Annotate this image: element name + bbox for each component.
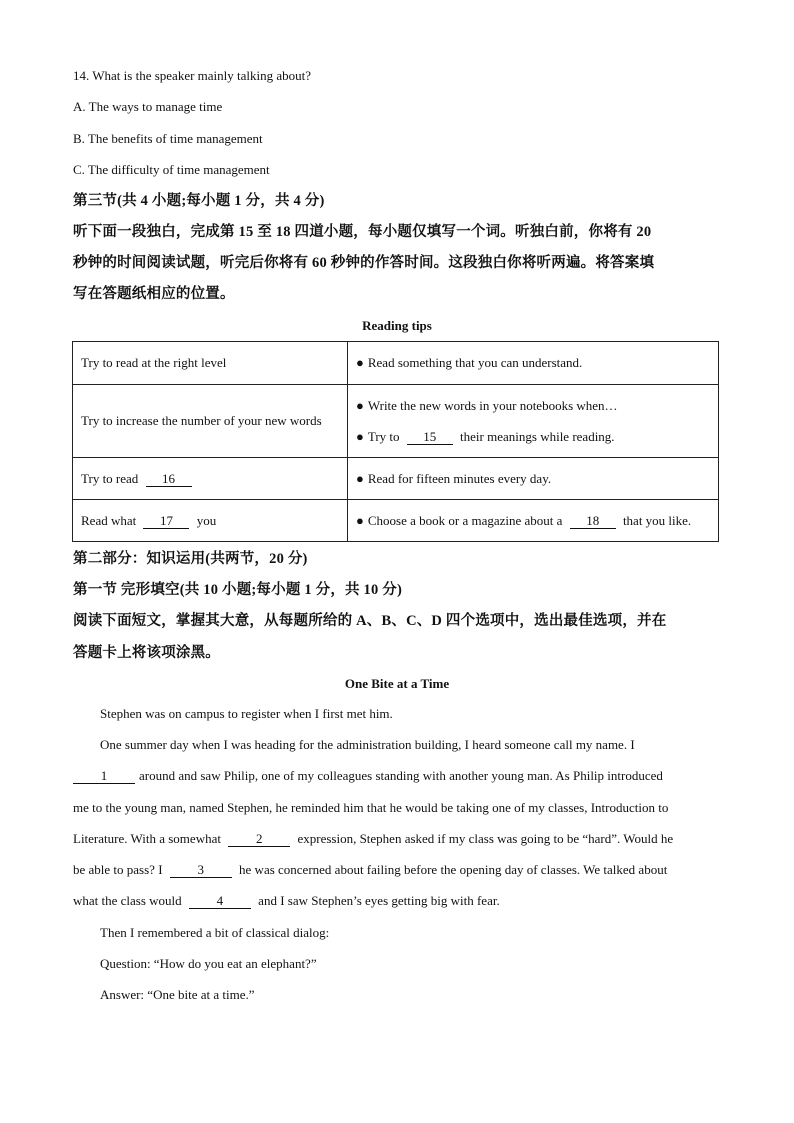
section-3-instructions-line-2: 秒钟的时间阅读试题，听完后你将有 60 秒钟的作答时间。这段独白你将听两遍。将答案填	[73, 255, 655, 271]
tip-text: you	[196, 512, 217, 528]
answer-blank-15[interactable]: 15	[407, 430, 453, 445]
passage-line	[73, 862, 667, 878]
passage-line: me to the young man, named Stephen, he reminded him that he would be taking one of my classes, Introduction to	[73, 800, 669, 815]
cloze-blank-3[interactable]: 3	[170, 863, 232, 878]
passage-paragraph-3: Then I remembered a bit of classical dialog:	[100, 925, 330, 940]
answer-blank-18[interactable]: 18	[570, 514, 616, 529]
part-2-instructions-line-2: 答题卡上将该项涂黑。	[73, 645, 220, 661]
table-row	[73, 458, 719, 500]
table-row	[73, 385, 719, 458]
bullet-icon: ●	[356, 397, 364, 413]
bullet-icon: ●	[356, 470, 364, 486]
reading-tips-title: Reading tips	[362, 318, 432, 333]
passage-text: around and saw Philip, one of my colleagues standing with another young man. As Philip introduced	[139, 768, 663, 783]
table-cell	[73, 458, 348, 500]
passage-line	[73, 768, 663, 784]
table-row	[73, 342, 719, 385]
table-cell	[348, 458, 719, 500]
question-14-option-c: C. The difficulty of time management	[73, 162, 270, 177]
table-cell	[348, 385, 719, 458]
passage-text: be able to pass? I	[73, 862, 163, 877]
part-2-section-1-heading: 第一节 完形填空(共 10 小题;每小题 1 分，共 10 分)	[73, 582, 403, 598]
table-cell	[348, 342, 719, 385]
table-cell: Try to increase the number of your new words	[73, 385, 348, 458]
passage-line	[73, 831, 673, 847]
passage-text: he was concerned about failing before the opening day of classes. We talked about	[239, 862, 668, 877]
question-14-stem: 14. What is the speaker mainly talking about?	[73, 68, 312, 83]
passage-text: Literature. With a somewhat	[73, 831, 221, 846]
cloze-blank-1[interactable]: 1	[73, 769, 135, 784]
table-row	[73, 500, 719, 542]
passage-line: One summer day when I was heading for the administration building, I heard someone call my name. I	[100, 737, 635, 752]
tip-text: Try to	[367, 428, 400, 444]
tip-text: Read for fifteen minutes every day.	[367, 470, 552, 486]
bullet-icon: ●	[356, 428, 364, 444]
passage-text: and I saw Stephen’s eyes getting big with fear.	[258, 893, 500, 908]
answer-blank-17[interactable]: 17	[143, 514, 189, 529]
tip-text: that you like.	[622, 512, 692, 528]
passage-text: what the class would	[73, 893, 182, 908]
section-3-instructions-line-3: 写在答题纸相应的位置。	[73, 286, 235, 302]
part-2-instructions-line-1: 阅读下面短文，掌握其大意，从每题所给的 A、B、C、D 四个选项中，选出最佳选项，并在	[73, 613, 667, 629]
section-3-instructions-line-1: 听下面一段独白，完成第 15 至 18 四道小题，每小题仅填写一个词。听独白前，你将有 20	[73, 224, 652, 240]
section-3-heading: 第三节(共 4 小题;每小题 1 分，共 4 分)	[73, 193, 325, 209]
tip-line	[356, 398, 710, 414]
passage-line	[73, 893, 500, 909]
passage-paragraph-4: Question: “How do you eat an elephant?”	[100, 956, 317, 971]
tip-text: Read something that you can understand.	[367, 355, 583, 370]
cloze-blank-4[interactable]: 4	[189, 894, 251, 909]
cloze-blank-2[interactable]: 2	[228, 832, 290, 847]
passage-paragraph-1: Stephen was on campus to register when I first met him.	[100, 706, 393, 721]
passage-paragraph-5: Answer: “One bite at a time.”	[100, 987, 255, 1002]
table-cell	[348, 500, 719, 542]
bullet-icon: ●	[356, 512, 364, 528]
answer-blank-16[interactable]: 16	[146, 472, 192, 487]
question-14-option-a: A. The ways to manage time	[73, 99, 223, 114]
passage-text: expression, Stephen asked if my class was going to be “hard”. Would he	[297, 831, 674, 846]
tip-text: Choose a book or a magazine about a	[367, 512, 563, 528]
table-cell: Try to read at the right level	[73, 342, 348, 385]
tip-text: Write the new words in your notebooks when…	[367, 397, 618, 413]
question-14-option-b: B. The benefits of time management	[73, 131, 263, 146]
tip-line	[356, 429, 710, 445]
tip-text: Try to read	[81, 470, 139, 486]
tip-text: Read what	[81, 512, 137, 528]
part-2-heading: 第二部分：知识运用(共两节，20 分)	[73, 551, 308, 567]
bullet-icon: ●	[356, 355, 364, 370]
table-cell	[73, 500, 348, 542]
passage-title: One Bite at a Time	[344, 676, 450, 691]
reading-tips-table	[72, 341, 719, 542]
tip-text: their meanings while reading.	[460, 428, 615, 444]
